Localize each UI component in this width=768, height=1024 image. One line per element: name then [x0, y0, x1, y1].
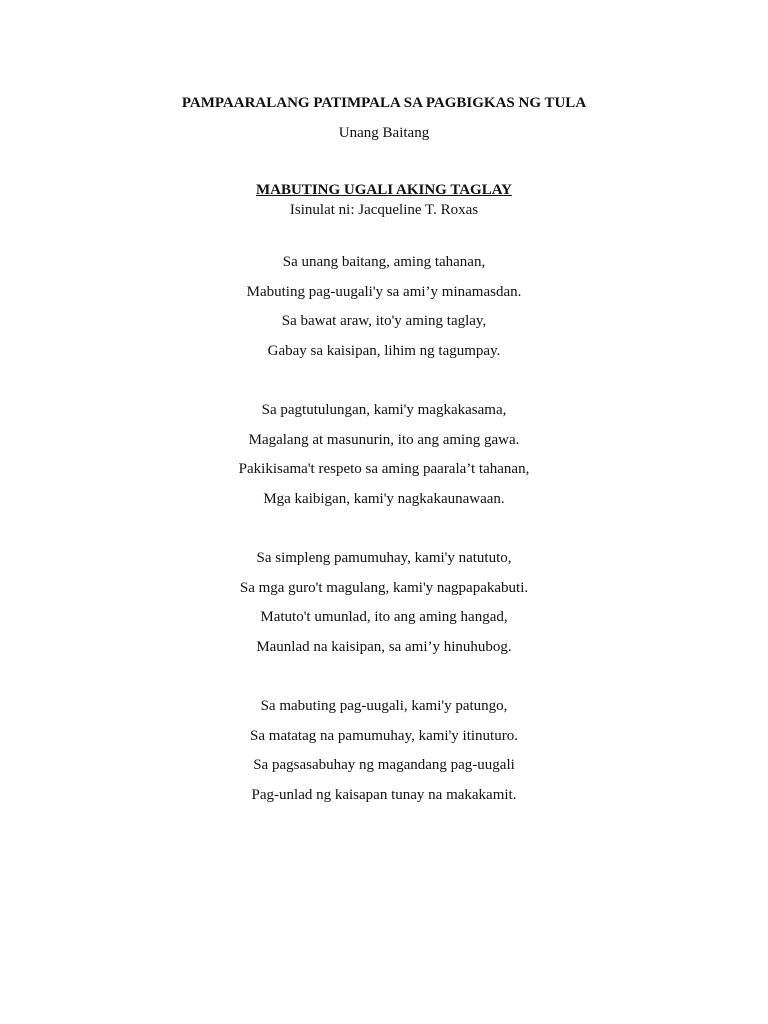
poem-line: Sa pagsasabuhay ng magandang pag-uugali: [253, 757, 515, 773]
poem-line: Maunlad na kaisipan, sa ami’y hinuhubog.: [256, 639, 512, 655]
poem-line: Pag-unlad ng kaisapan tunay na makakamit.: [251, 787, 517, 803]
poem-line: Gabay sa kaisipan, lihim ng tagumpay.: [267, 343, 501, 359]
poem-line: Sa mga guro't magulang, kami'y nagpapakabuti.: [239, 580, 529, 596]
poem-line: Mga kaibigan, kami'y nagkakaunawaan.: [263, 491, 505, 507]
poem-title: MABUTING UGALI AKING TAGLAY: [255, 182, 513, 198]
poem-line: Sa matatag na pamumuhay, kami'y itinuturo.: [250, 728, 518, 744]
contest-title: PAMPAARALANG PATIMPALA SA PAGBIGKAS NG TULA: [181, 95, 587, 111]
poem-line: Matuto't umunlad, ito ang aming hangad,: [260, 609, 508, 625]
poem-line: Sa bawat araw, ito'y aming taglay,: [281, 313, 487, 329]
poem-line: Pakikisama't respeto sa aming paarala’t tahanan,: [238, 461, 530, 477]
poem-line: Sa mabuting pag-uugali, kami'y patungo,: [260, 698, 508, 714]
poem-line: Magalang at masunurin, ito ang aming gawa.: [248, 432, 520, 448]
poem-line: Sa simpleng pamumuhay, kami'y natututo,: [256, 550, 512, 566]
poem-line: Sa unang baitang, aming tahanan,: [282, 254, 486, 270]
poem-line: Mabuting pag-uugali'y sa ami’y minamasdan.: [246, 284, 522, 300]
author-line: Isinulat ni: Jacqueline T. Roxas: [289, 202, 479, 218]
poem-line: Sa pagtutulungan, kami'y magkakasama,: [261, 402, 507, 418]
grade-level: Unang Baitang: [338, 125, 430, 141]
